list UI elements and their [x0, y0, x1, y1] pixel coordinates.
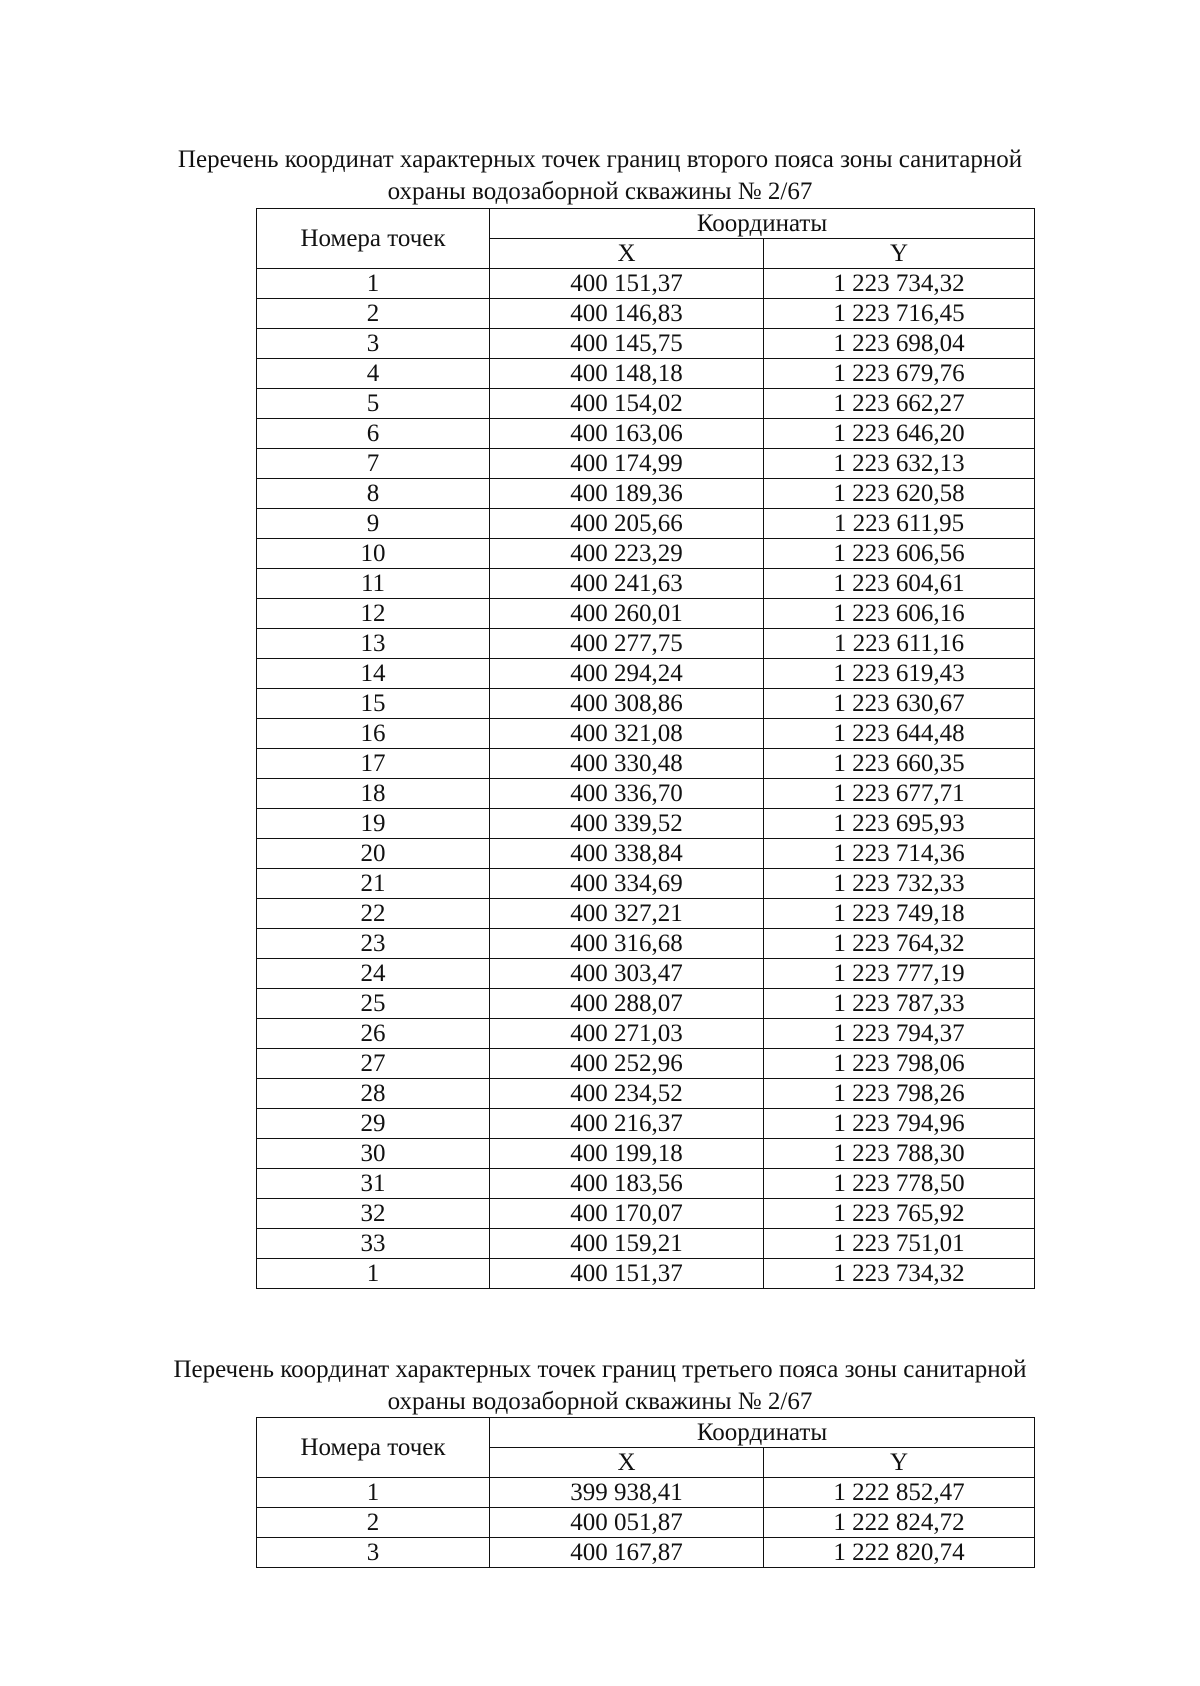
- table-row: [257, 1538, 1035, 1568]
- point-number-cell: 7: [257, 449, 490, 479]
- y-coordinate-cell: 1 223 734,32: [764, 269, 1035, 299]
- x-coordinate-cell: 400 334,69: [490, 869, 764, 899]
- y-coordinate-cell: 1 223 620,58: [764, 479, 1035, 509]
- x-coordinate-cell: 400 252,96: [490, 1049, 764, 1079]
- point-number-cell: 32: [257, 1199, 490, 1229]
- table-row: [257, 839, 1035, 869]
- table-row: [257, 1049, 1035, 1079]
- x-coordinate-cell: 400 151,37: [490, 1259, 764, 1289]
- header-y: Y: [764, 239, 1035, 269]
- x-coordinate-cell: 400 260,01: [490, 599, 764, 629]
- point-number-cell: 31: [257, 1169, 490, 1199]
- point-number-cell: 1: [257, 1259, 490, 1289]
- table-row: [257, 269, 1035, 299]
- table-row: [257, 929, 1035, 959]
- table-row: [257, 1259, 1035, 1289]
- y-coordinate-cell: 1 223 644,48: [764, 719, 1035, 749]
- table-row: [257, 1508, 1035, 1538]
- y-coordinate-cell: 1 223 698,04: [764, 329, 1035, 359]
- y-coordinate-cell: 1 223 788,30: [764, 1139, 1035, 1169]
- y-coordinate-cell: 1 223 794,96: [764, 1109, 1035, 1139]
- y-coordinate-cell: 1 223 751,01: [764, 1229, 1035, 1259]
- y-coordinate-cell: 1 223 798,06: [764, 1049, 1035, 1079]
- x-coordinate-cell: 400 148,18: [490, 359, 764, 389]
- x-coordinate-cell: 400 146,83: [490, 299, 764, 329]
- point-number-cell: 1: [257, 269, 490, 299]
- table-row: [257, 539, 1035, 569]
- y-coordinate-cell: 1 222 824,72: [764, 1508, 1035, 1538]
- table-row: [257, 1019, 1035, 1049]
- header-coordinates: Координаты: [490, 209, 1035, 239]
- point-number-cell: 22: [257, 899, 490, 929]
- x-coordinate-cell: 400 294,24: [490, 659, 764, 689]
- table-row: [257, 629, 1035, 659]
- point-number-cell: 21: [257, 869, 490, 899]
- table-row: [257, 899, 1035, 929]
- x-coordinate-cell: 400 205,66: [490, 509, 764, 539]
- table-row: [257, 779, 1035, 809]
- y-coordinate-cell: 1 223 695,93: [764, 809, 1035, 839]
- y-coordinate-cell: 1 223 630,67: [764, 689, 1035, 719]
- y-coordinate-cell: 1 223 619,43: [764, 659, 1035, 689]
- point-number-cell: 26: [257, 1019, 490, 1049]
- point-number-cell: 4: [257, 359, 490, 389]
- x-coordinate-cell: 400 167,87: [490, 1538, 764, 1568]
- header-x: X: [490, 1448, 764, 1478]
- table-row: [257, 1169, 1035, 1199]
- table-row: [257, 1199, 1035, 1229]
- point-number-cell: 8: [257, 479, 490, 509]
- section1-title-line2: охраны водозаборной скважины № 2/67: [387, 178, 813, 205]
- table-row: [257, 359, 1035, 389]
- table-row: [257, 389, 1035, 419]
- y-coordinate-cell: 1 223 660,35: [764, 749, 1035, 779]
- y-coordinate-cell: 1 223 679,76: [764, 359, 1035, 389]
- point-number-cell: 20: [257, 839, 490, 869]
- table-row: [257, 1079, 1035, 1109]
- x-coordinate-cell: 400 163,06: [490, 419, 764, 449]
- y-coordinate-cell: 1 223 606,56: [764, 539, 1035, 569]
- section2-coordinates-table: [256, 1417, 1035, 1568]
- section1-coordinates-table: [256, 208, 1035, 1289]
- point-number-cell: 30: [257, 1139, 490, 1169]
- point-number-cell: 3: [257, 1538, 490, 1568]
- x-coordinate-cell: 400 223,29: [490, 539, 764, 569]
- point-number-cell: 17: [257, 749, 490, 779]
- table-row: [257, 479, 1035, 509]
- x-coordinate-cell: 400 336,70: [490, 779, 764, 809]
- x-coordinate-cell: 400 174,99: [490, 449, 764, 479]
- y-coordinate-cell: 1 223 777,19: [764, 959, 1035, 989]
- y-coordinate-cell: 1 223 765,92: [764, 1199, 1035, 1229]
- table-row: [257, 989, 1035, 1019]
- point-number-cell: 23: [257, 929, 490, 959]
- point-number-cell: 6: [257, 419, 490, 449]
- x-coordinate-cell: 400 316,68: [490, 929, 764, 959]
- x-coordinate-cell: 400 288,07: [490, 989, 764, 1019]
- y-coordinate-cell: 1 223 798,26: [764, 1079, 1035, 1109]
- header-y: Y: [764, 1448, 1035, 1478]
- y-coordinate-cell: 1 223 787,33: [764, 989, 1035, 1019]
- table-row: [257, 869, 1035, 899]
- y-coordinate-cell: 1 223 662,27: [764, 389, 1035, 419]
- table-row: [257, 449, 1035, 479]
- point-number-cell: 1: [257, 1478, 490, 1508]
- point-number-cell: 29: [257, 1109, 490, 1139]
- header-point-numbers: Номера точек: [257, 1418, 490, 1478]
- table-row: [257, 659, 1035, 689]
- section1-title: [0, 144, 1200, 208]
- y-coordinate-cell: 1 222 820,74: [764, 1538, 1035, 1568]
- point-number-cell: 3: [257, 329, 490, 359]
- y-coordinate-cell: 1 223 749,18: [764, 899, 1035, 929]
- point-number-cell: 10: [257, 539, 490, 569]
- section1-title-line1: Перечень координат характерных точек границ второго пояса зоны санитарной: [177, 146, 1023, 173]
- x-coordinate-cell: 400 241,63: [490, 569, 764, 599]
- y-coordinate-cell: 1 223 611,16: [764, 629, 1035, 659]
- point-number-cell: 11: [257, 569, 490, 599]
- x-coordinate-cell: 400 277,75: [490, 629, 764, 659]
- y-coordinate-cell: 1 223 714,36: [764, 839, 1035, 869]
- y-coordinate-cell: 1 223 778,50: [764, 1169, 1035, 1199]
- y-coordinate-cell: 1 223 606,16: [764, 599, 1035, 629]
- x-coordinate-cell: 400 183,56: [490, 1169, 764, 1199]
- x-coordinate-cell: 400 051,87: [490, 1508, 764, 1538]
- y-coordinate-cell: 1 222 852,47: [764, 1478, 1035, 1508]
- point-number-cell: 19: [257, 809, 490, 839]
- x-coordinate-cell: 400 145,75: [490, 329, 764, 359]
- table-row: [257, 1229, 1035, 1259]
- x-coordinate-cell: 400 170,07: [490, 1199, 764, 1229]
- y-coordinate-cell: 1 223 716,45: [764, 299, 1035, 329]
- section2-title: [0, 1354, 1200, 1418]
- section2-title-line1: Перечень координат характерных точек границ третьего пояса зоны санитарной: [173, 1356, 1027, 1383]
- table-row: [257, 1139, 1035, 1169]
- point-number-cell: 27: [257, 1049, 490, 1079]
- table-row: [257, 419, 1035, 449]
- point-number-cell: 25: [257, 989, 490, 1019]
- point-number-cell: 16: [257, 719, 490, 749]
- table-row: [257, 959, 1035, 989]
- y-coordinate-cell: 1 223 677,71: [764, 779, 1035, 809]
- y-coordinate-cell: 1 223 604,61: [764, 569, 1035, 599]
- point-number-cell: 33: [257, 1229, 490, 1259]
- point-number-cell: 28: [257, 1079, 490, 1109]
- point-number-cell: 12: [257, 599, 490, 629]
- x-coordinate-cell: 400 338,84: [490, 839, 764, 869]
- x-coordinate-cell: 400 151,37: [490, 269, 764, 299]
- x-coordinate-cell: 400 303,47: [490, 959, 764, 989]
- point-number-cell: 14: [257, 659, 490, 689]
- section1-table-body: [257, 269, 1035, 1289]
- x-coordinate-cell: 400 271,03: [490, 1019, 764, 1049]
- table-row: [257, 599, 1035, 629]
- table-row: [257, 569, 1035, 599]
- x-coordinate-cell: 400 339,52: [490, 809, 764, 839]
- point-number-cell: 13: [257, 629, 490, 659]
- x-coordinate-cell: 400 327,21: [490, 899, 764, 929]
- x-coordinate-cell: 399 938,41: [490, 1478, 764, 1508]
- x-coordinate-cell: 400 308,86: [490, 689, 764, 719]
- y-coordinate-cell: 1 223 794,37: [764, 1019, 1035, 1049]
- table-row: [257, 299, 1035, 329]
- x-coordinate-cell: 400 154,02: [490, 389, 764, 419]
- x-coordinate-cell: 400 189,36: [490, 479, 764, 509]
- x-coordinate-cell: 400 159,21: [490, 1229, 764, 1259]
- y-coordinate-cell: 1 223 632,13: [764, 449, 1035, 479]
- x-coordinate-cell: 400 234,52: [490, 1079, 764, 1109]
- point-number-cell: 5: [257, 389, 490, 419]
- point-number-cell: 24: [257, 959, 490, 989]
- table-row: [257, 509, 1035, 539]
- table-row: [257, 689, 1035, 719]
- table-row: [257, 1109, 1035, 1139]
- point-number-cell: 2: [257, 1508, 490, 1538]
- section2-table-body: [257, 1478, 1035, 1568]
- table-row: [257, 1478, 1035, 1508]
- header-x: X: [490, 239, 764, 269]
- x-coordinate-cell: 400 321,08: [490, 719, 764, 749]
- header-coordinates: Координаты: [490, 1418, 1035, 1448]
- point-number-cell: 15: [257, 689, 490, 719]
- point-number-cell: 9: [257, 509, 490, 539]
- y-coordinate-cell: 1 223 611,95: [764, 509, 1035, 539]
- table-row: [257, 719, 1035, 749]
- point-number-cell: 2: [257, 299, 490, 329]
- y-coordinate-cell: 1 223 646,20: [764, 419, 1035, 449]
- y-coordinate-cell: 1 223 764,32: [764, 929, 1035, 959]
- x-coordinate-cell: 400 216,37: [490, 1109, 764, 1139]
- x-coordinate-cell: 400 330,48: [490, 749, 764, 779]
- header-point-numbers: Номера точек: [257, 209, 490, 269]
- table-row: [257, 329, 1035, 359]
- y-coordinate-cell: 1 223 732,33: [764, 869, 1035, 899]
- point-number-cell: 18: [257, 779, 490, 809]
- section2-title-line2: охраны водозаборной скважины № 2/67: [387, 1388, 813, 1415]
- table-row: [257, 809, 1035, 839]
- table-row: [257, 749, 1035, 779]
- x-coordinate-cell: 400 199,18: [490, 1139, 764, 1169]
- y-coordinate-cell: 1 223 734,32: [764, 1259, 1035, 1289]
